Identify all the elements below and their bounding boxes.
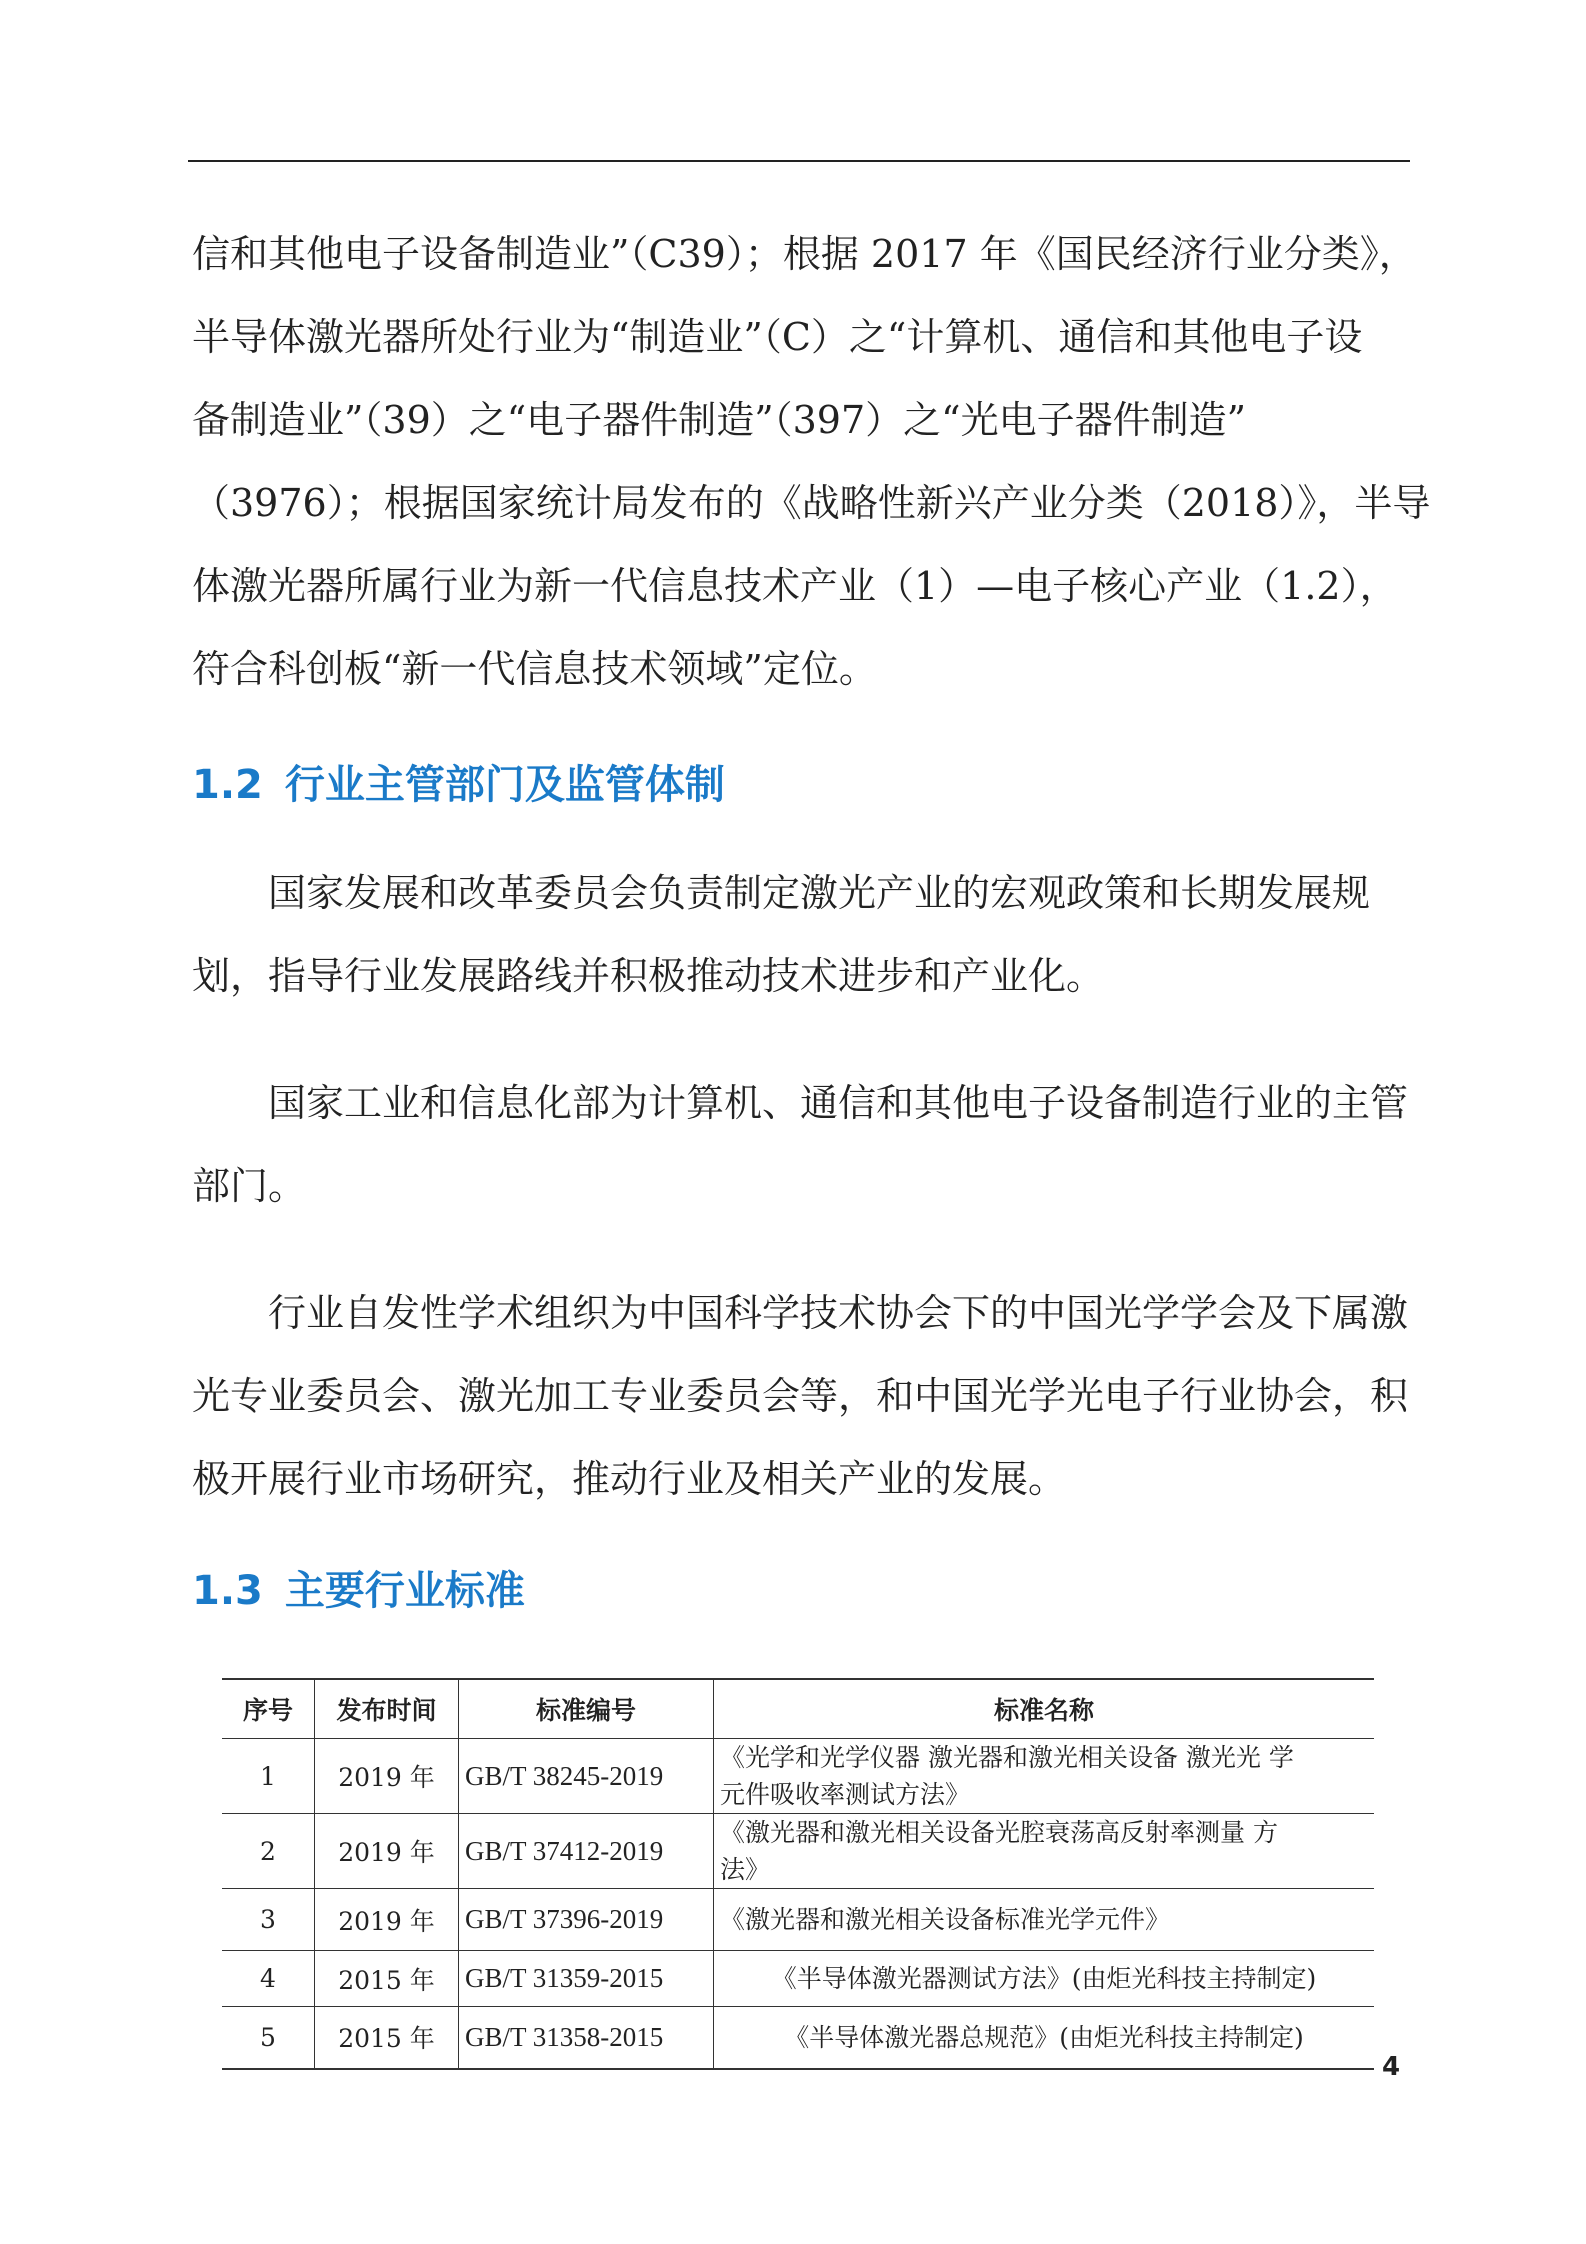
text-line: 极开展行业市场研究，推动行业及相关产业的发展。 — [192, 1457, 1067, 1501]
section-heading-1-2 — [192, 760, 725, 810]
cell-code: GB/T 31359-2015 — [459, 1951, 714, 2007]
text-line: 行业自发性学术组织为中国科学技术协会下的中国光学学会及下属激 — [192, 1291, 1409, 1335]
cell-name — [714, 1889, 1375, 1951]
text-line: 信和其他电子设备制造业”（C39）；根据 2017 年《国民经济行业分类》， — [192, 232, 1417, 276]
table-row — [222, 1814, 1374, 1889]
cell-name-line: 《半导体激光器总规范》(由炬光科技主持制定) — [784, 2022, 1304, 2052]
text-line: 半导体激光器所处行业为“制造业”（C）之“计算机、通信和其他电子设 — [192, 315, 1363, 359]
cell-date: 2019 年 — [315, 1889, 459, 1951]
column-header-code: 标准编号 — [459, 1679, 714, 1739]
text-line: 体激光器所属行业为新一代信息技术产业（1）—电子核心产业（1.2）， — [192, 564, 1398, 608]
table-row — [222, 1889, 1374, 1951]
cell-name-line: 《光学和光学仪器 激光器和激光相关设备 激光光 学 — [720, 1743, 1294, 1772]
cell-code: GB/T 31358-2015 — [459, 2007, 714, 2069]
cell-date: 2019 年 — [315, 1814, 459, 1889]
section-number: 1.3 — [192, 1568, 263, 1614]
standards-table — [222, 1678, 1374, 2070]
header-rule — [188, 160, 1410, 162]
section-title: 行业主管部门及监管体制 — [284, 762, 725, 808]
cell-name — [714, 1951, 1375, 2007]
cell-name — [714, 1739, 1375, 1814]
table-row — [222, 2007, 1374, 2069]
cell-date: 2015 年 — [315, 2007, 459, 2069]
paragraph-ndrc — [192, 852, 1400, 1018]
cell-no: 3 — [222, 1889, 315, 1951]
text-line: 符合科创板“新一代信息技术领域”定位。 — [192, 647, 877, 691]
cell-no: 5 — [222, 2007, 315, 2069]
page-number: 4 — [1382, 2052, 1401, 2082]
table-row — [222, 1739, 1374, 1814]
table-header-row — [222, 1679, 1374, 1739]
text-line: （3976）；根据国家统计局发布的《战略性新兴产业分类（2018）》，半导 — [192, 481, 1431, 525]
paragraph-academic-orgs — [192, 1272, 1409, 1521]
cell-date: 2019 年 — [315, 1739, 459, 1814]
cell-name-line: 《半导体激光器测试方法》(由炬光科技主持制定) — [771, 1964, 1317, 1993]
cell-name — [714, 1814, 1375, 1889]
text-line: 国家发展和改革委员会负责制定激光产业的宏观政策和长期发展规 — [192, 871, 1371, 915]
cell-name — [714, 2007, 1375, 2069]
section-title: 主要行业标准 — [284, 1568, 525, 1614]
table-row — [222, 1951, 1374, 2007]
cell-no: 1 — [222, 1739, 315, 1814]
text-line: 部门。 — [192, 1164, 307, 1208]
intro-paragraph — [192, 213, 1431, 711]
cell-date: 2015 年 — [315, 1951, 459, 2007]
text-line: 划，指导行业发展路线并积极推动技术进步和产业化。 — [192, 954, 1105, 998]
cell-code: GB/T 37396-2019 — [459, 1889, 714, 1951]
cell-code: GB/T 37412-2019 — [459, 1814, 714, 1889]
column-header-name: 标准名称 — [714, 1679, 1375, 1739]
paragraph-miit — [192, 1062, 1409, 1228]
column-header-date: 发布时间 — [315, 1679, 459, 1739]
cell-no: 2 — [222, 1814, 315, 1889]
text-line: 光专业委员会、激光加工专业委员会等，和中国光学光电子行业协会，积 — [192, 1374, 1409, 1418]
cell-name-line: 元件吸收率测试方法》 — [720, 1780, 971, 1809]
cell-no: 4 — [222, 1951, 315, 2007]
text-line: 国家工业和信息化部为计算机、通信和其他电子设备制造行业的主管 — [192, 1081, 1409, 1125]
cell-name-line: 《激光器和激光相关设备光腔衰荡高反射率测量 方 — [720, 1818, 1278, 1847]
text-line: 备制造业”（39）之“电子器件制造”（397）之“光电子器件制造” — [192, 398, 1247, 442]
column-header-no: 序号 — [222, 1679, 315, 1739]
cell-name-line: 法》 — [720, 1855, 771, 1884]
cell-name-line: 《激光器和激光相关设备标准光学元件》 — [720, 1905, 1171, 1934]
section-number: 1.2 — [192, 762, 263, 808]
section-heading-1-3 — [192, 1566, 525, 1616]
cell-code: GB/T 38245-2019 — [459, 1739, 714, 1814]
